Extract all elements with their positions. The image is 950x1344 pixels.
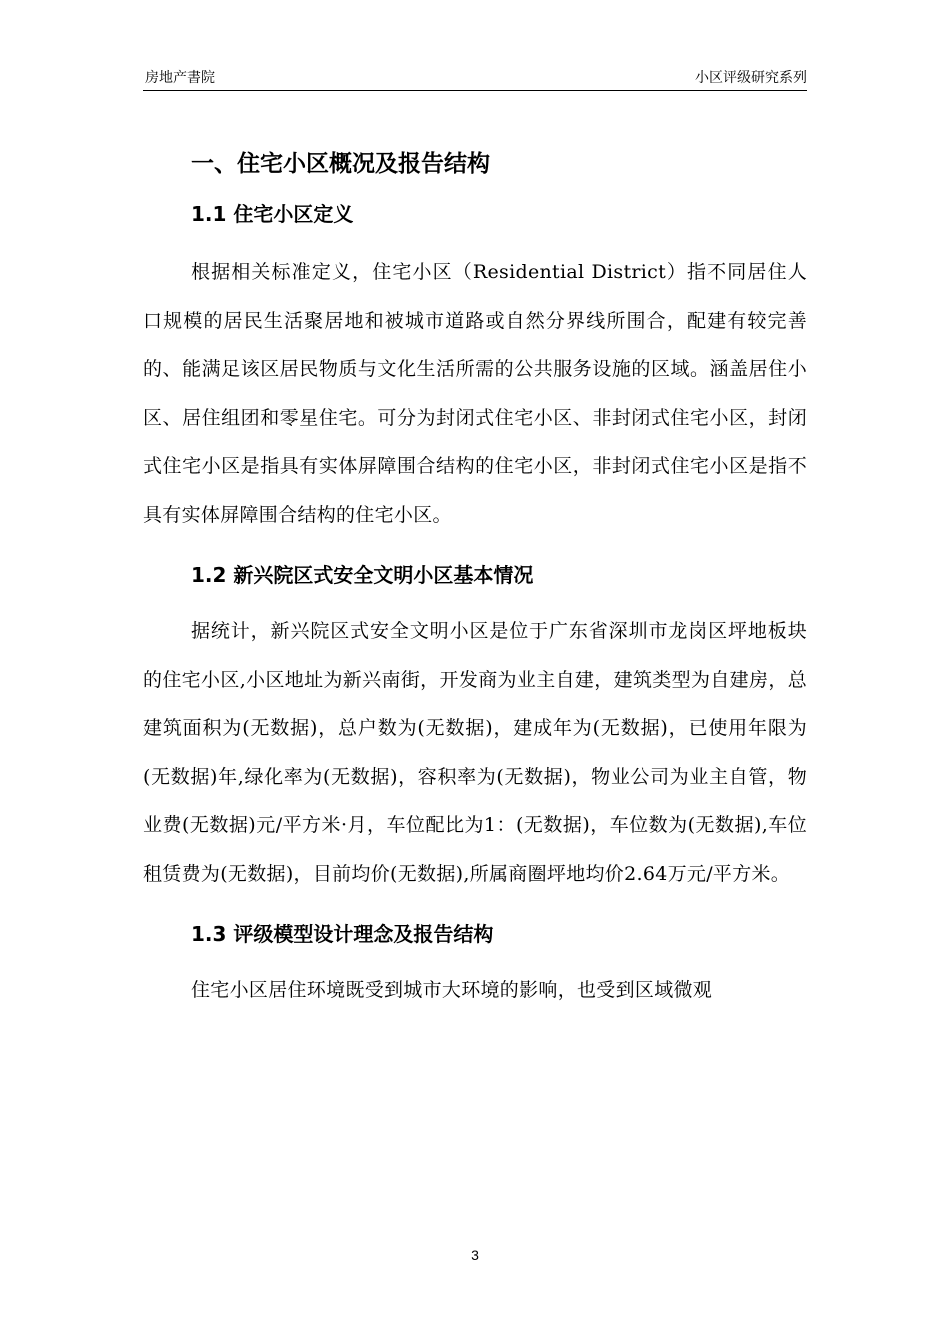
header-publisher: 房地产書院: [145, 70, 215, 86]
section-heading: 一、住宅小区概况及报告结构: [191, 151, 490, 177]
subsection-heading-1-1: 1.1 住宅小区定义: [191, 202, 354, 226]
subsection-heading-1-3: 1.3 评级模型设计理念及报告结构: [191, 922, 494, 946]
paragraph-definition: 根据相关标准定义，住宅小区（Residential District）指不同居住人口规模的居民生活聚居地和被城市道路或自然分界线所围合，配建有较完善的、能满足该区居民物质与文化生活所需的公共服务设施的区域。涵盖居住小区、居住组团和零星住宅。可分为封闭式住宅小区、非封闭式住宅小区，封闭式住宅小区是指具有实体屏障围合结构的住宅小区，非封闭式住宅小区是指不具有实体屏障围合结构的住宅小区。: [143, 261, 807, 526]
paragraph-basic-info: 据统计，新兴院区式安全文明小区是位于广东省深圳市龙岗区坪地板块的住宅小区,小区地址为新兴南街，开发商为业主自建，建筑类型为自建房，总建筑面积为(无数据)，总户数为(无数据)，建成年为(无数据)，已使用年限为(无数据)年,绿化率为(无数据)，容积率为(无数据)，物业公司为业主自管，物业费(无数据)元/平方米·月，车位配比为1：(无数据)，车位数为(无数据),车位租赁费为(无数据)，目前均价(无数据),所属商圈坪地均价2.64万元/平方米。: [143, 620, 807, 885]
paragraph-model-design: 住宅小区居住环境既受到城市大环境的影响，也受到区域微观: [191, 979, 713, 1001]
page-number: 3: [471, 1247, 479, 1263]
header-series-title: 小区评级研究系列: [695, 70, 807, 86]
page-header: [143, 64, 807, 91]
document-body: [143, 140, 807, 1015]
subsection-heading-1-2: 1.2 新兴院区式安全文明小区基本情况: [191, 563, 534, 587]
